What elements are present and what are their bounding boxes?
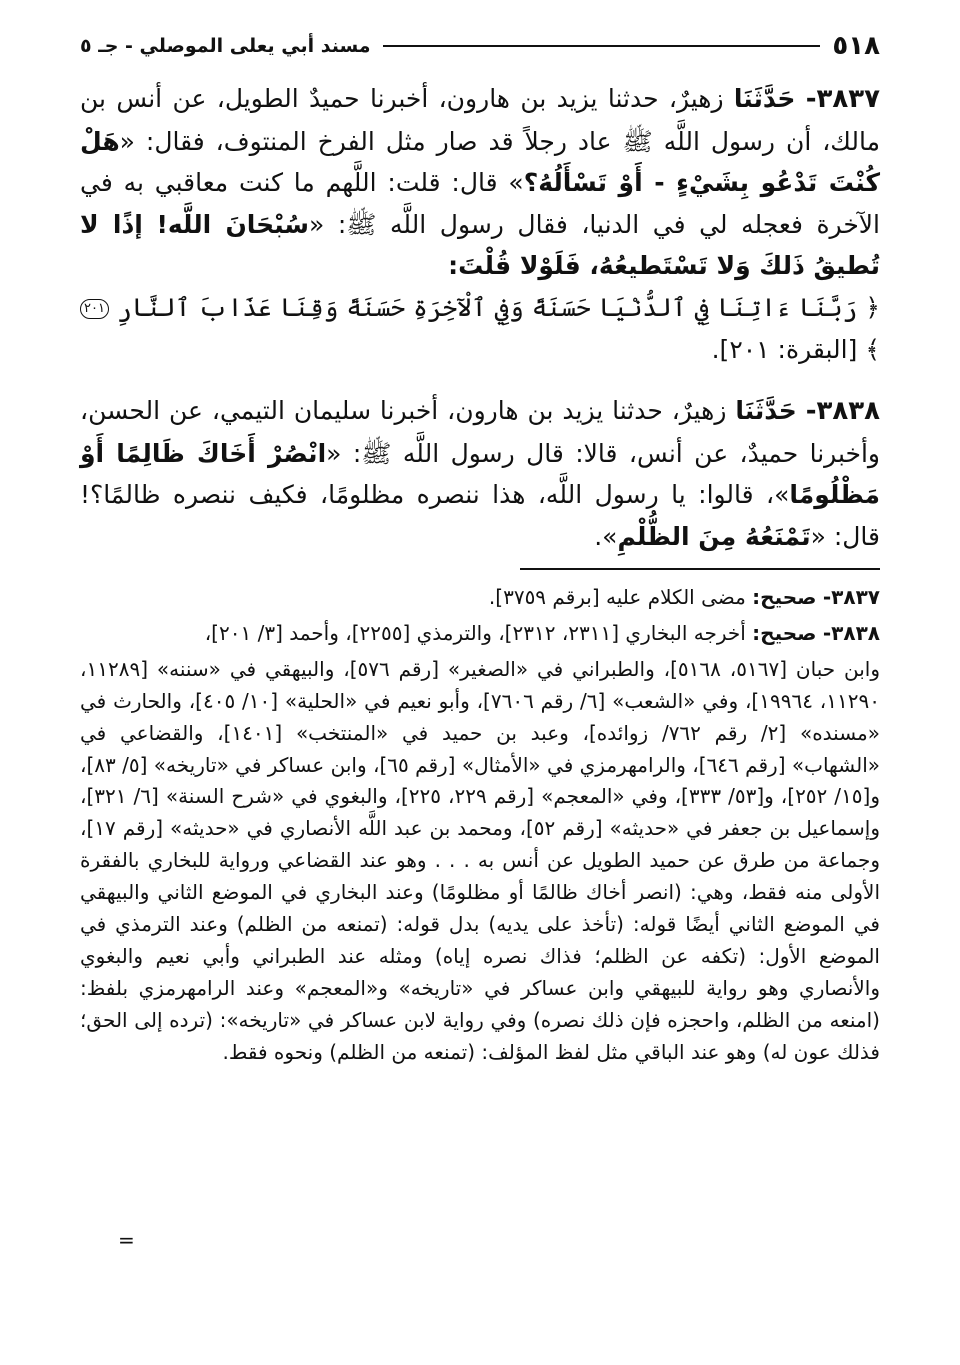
footnote-separator [520, 568, 880, 570]
main-text [80, 78, 880, 578]
hadith-3838 [80, 390, 880, 557]
footnote-number: ٣٨٣٧- [822, 585, 880, 609]
prophetic-quote: إذًا لا تُطيقُ ذَلكَ وَلا تَسْتَطيعُهُ، فَلَوْلا قُلْتَ: [80, 209, 880, 281]
hadith-intro: حَدَّثَنَا [733, 84, 796, 113]
hadith-3837 [80, 78, 880, 370]
header-rule [383, 45, 821, 47]
footnote-number: ٣٨٣٨- [822, 620, 880, 645]
hadith-text: ». [594, 521, 618, 551]
hadith-text: زهيرٌ، حدثنا يزيد بن هارون، أخبرنا حميدٌ الطويل، عن أنس بن مالك، أن رسول اللَّه ﷺ عاد رجلاً قد صار مثل الفرخ المنتوف، فقال: « [80, 84, 880, 156]
prophetic-quote: هَلْ كُنْتَ تَدْعُو بِشَيْءٍ - أَوْ تَسْأَلُهُ؟ [80, 126, 880, 198]
hadith-text: »، قالوا: يا رسول اللَّه، هذا ننصره مظلومًا، فكيف ننصره ظالمًا؟! قال: « [80, 480, 880, 551]
continuation-mark: = [118, 1228, 135, 1252]
hadith-number: ٣٨٣٧- [805, 84, 881, 114]
footnote-3838 [80, 618, 880, 650]
page-header [80, 28, 880, 64]
ayah-number-mark: ٢٠١ [80, 299, 109, 319]
quran-verse: ﴿ رَبَّنَا ءَاتِنَا فِي ٱلدُّنْيَا حَسَنَةً وَفِي ٱلْآخِرَةِ حَسَنَةً وَقِنَا عَذَابَ ٱلنَّارِ [117, 292, 880, 322]
hadith-intro: حَدَّثَنَا [735, 396, 797, 426]
quran-verse-close: ﴾ [865, 334, 880, 364]
footnote-grade: صحيح: [752, 585, 817, 609]
prophetic-quote: انْصُرْ أَخَاكَ ظَالِمًا أَوْ مَظْلُومًا [80, 438, 880, 510]
footnote-text: أخرجه البخاري [٢٣١١، ٢٣١٢]، والترمذي [٢٢٥٥]، وأحمد [٣/ ٢٠١]، [204, 620, 746, 645]
prophetic-quote: تَمْنَعُهُ مِنَ الظُّلْمِ [617, 521, 811, 551]
prophetic-quote: سُبْحَانَ اللَّه! [156, 209, 309, 239]
verse-citation: [البقرة: ٢٠١]. [711, 334, 858, 364]
hadith-text: » قال: قلت: اللَّهم ما كنت معاقبي به في الآخرة فعجله لي في الدنيا، فقال رسول اللَّه ﷺ: « [80, 168, 880, 239]
footnote-3838-body: وابن حبان [٥١٦٧، ٥١٦٨]، والطبراني في «الصغير» [رقم ٥٧٦]، والبيهقي في «سننه» [١١٢٨٩، ١١٢٩٠، ١٩٩٦٤]، وفي «الشعب» [٦/ رقم ٧٦٠٦]، وأبو نعيم في «الحلية» [١٠/ ٤٠٥]، والحارث في «مسنده» [٢/ رقم ٧٦٢/ زوائده]، وعبد بن حميد في «المنتخب» [١٤٠١]، والقضاعي في «الشهاب» [رقم ٦٤٦]، والرامهرمزي في «الأمثال» [رقم ٦٥]، وابن عساكر في «تاريخه» [٥/ ٨٣]، و[١٥/ ٢٥٢]، و[٥٣/ ٣٣٣]، وفي «المعجم» [رقم ٢٢٩، ٢٢٥]، والبغوي في «شرح السنة» [٦/ ٣٢١]، وإسماعيل بن جعفر في «حديثه» [رقم ٥٢]، ومحمد بن عبد اللَّه الأنصاري في «حديثه» [رقم ١٧]، وجماعة من طرق عن حميد الطويل عن أنس به . . . وهو عند القضاعي ورواية للبخاري بالفقرة الأولى منه فقط، وهي: (انصر أخاك ظالمًا أو مظلومًا) وعند البخاري في الموضع الثاني والبيهقي في الموضع الثاني أيضًا قوله: (تأخذ على يديه) بدل قوله: (تمنعه من الظلم) وعند الترمذي في الموضع الأول: (تكفه عن الظلم؛ فذاك نصره إياه) ومثله عند الطبراني وأبي نعيم والبغوي والأنصاري وهو رواية للبيهقي وابن عساكر في «تاريخه» و«المعجم» وعند الرامهرمزي بلفظ: (امنعه من الظلم، واحجزه فإن ذلك نصره) وفي رواية لابن عساكر في «تاريخه»: (ترده إلى الحق؛ فذلك عون له) وهو عند الباقي مثل لفظ المؤلف: (تمنعه من الظلم) ونحوه فقط. [80, 656, 881, 1064]
book-title: مسند أبي يعلى الموصلي - جـ ٥ [80, 35, 371, 57]
hadith-text: زهيرٌ، حدثنا يزيد بن هارون، أخبرنا سليمان التيمي، عن الحسن، وأخبرنا حميدٌ، عن أنس، قالا: قال رسول اللَّه ﷺ: « [80, 396, 880, 468]
page-number: ٥١٨ [832, 31, 880, 61]
footnote-text: مضى الكلام عليه [برقم ٣٧٥٩]. [488, 585, 746, 609]
footnote-3837 [80, 582, 880, 614]
footnote-grade: صحيح: [752, 620, 817, 645]
hadith-number: ٣٨٣٨- [805, 396, 880, 427]
footnotes [80, 582, 880, 1073]
